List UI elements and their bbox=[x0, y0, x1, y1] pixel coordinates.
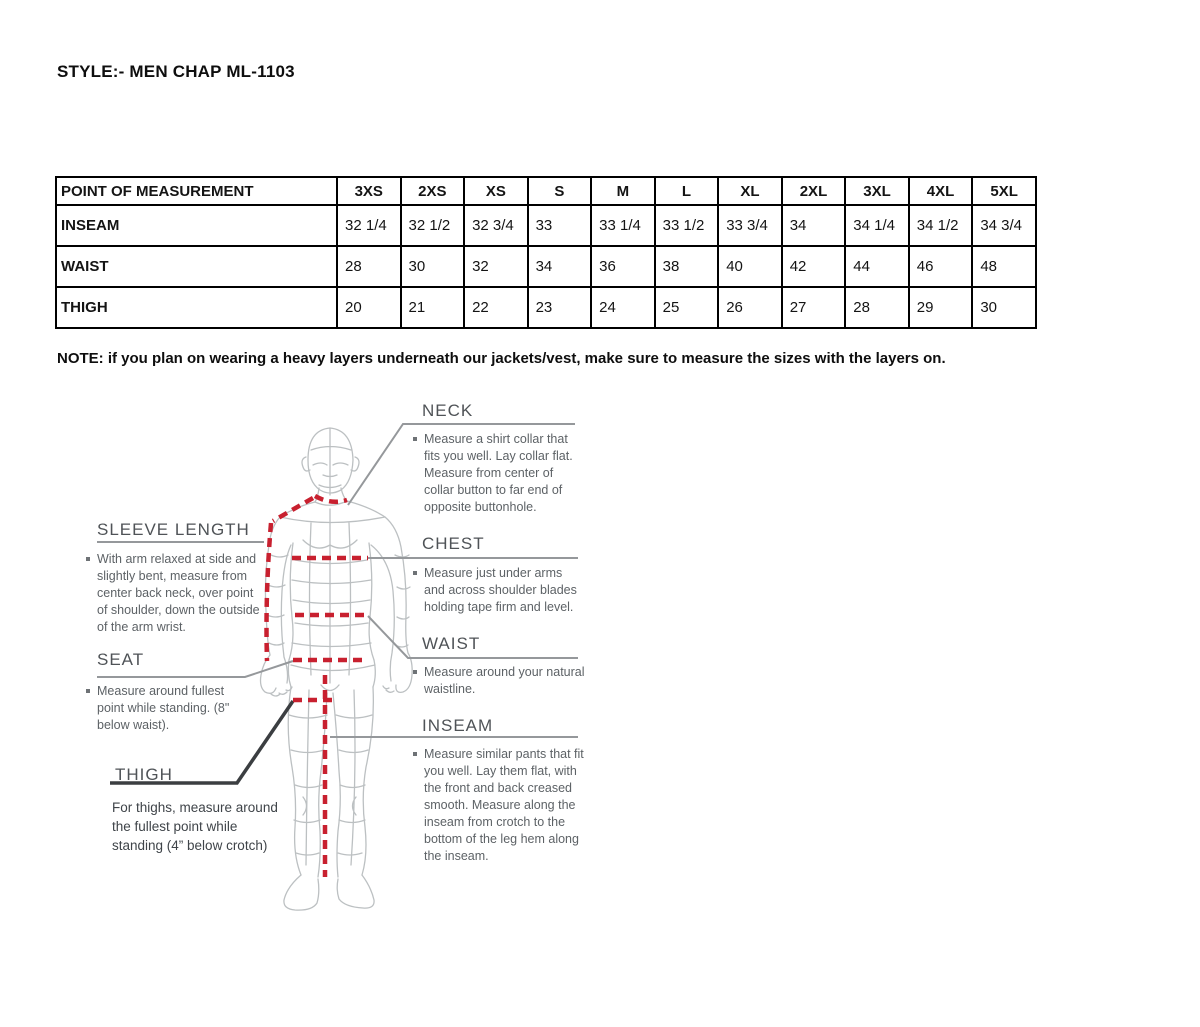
column-header: M bbox=[591, 177, 655, 205]
table-cell: 33 1/4 bbox=[591, 205, 655, 246]
section-instructions: For thighs, measure around the fullest point while standing (4” below crotch) bbox=[112, 800, 278, 853]
measurement-guide-diagram bbox=[75, 395, 650, 935]
column-header: XL bbox=[718, 177, 782, 205]
table-cell: 20 bbox=[337, 287, 401, 328]
column-header: 2XS bbox=[401, 177, 465, 205]
section-heading: WAIST bbox=[422, 634, 481, 653]
table-cell: 34 3/4 bbox=[972, 205, 1036, 246]
table-cell: 42 bbox=[782, 246, 846, 287]
table-cell: 22 bbox=[464, 287, 528, 328]
table-cell: 28 bbox=[845, 287, 909, 328]
table-cell: 34 1/2 bbox=[909, 205, 973, 246]
row-label: INSEAM bbox=[56, 205, 337, 246]
table-cell: 33 3/4 bbox=[718, 205, 782, 246]
section-instructions: Measure a shirt collar that fits you well. Lay collar flat. Measure from center of collar button to far end of opposite buttonhole. bbox=[424, 431, 582, 516]
table-cell: 34 bbox=[782, 205, 846, 246]
table-cell: 23 bbox=[528, 287, 592, 328]
table-cell: 21 bbox=[401, 287, 465, 328]
table-cell: 38 bbox=[655, 246, 719, 287]
table-cell: 26 bbox=[718, 287, 782, 328]
column-header: 5XL bbox=[972, 177, 1036, 205]
table-cell: 30 bbox=[972, 287, 1036, 328]
section-heading: SEAT bbox=[97, 650, 145, 669]
table-cell: 40 bbox=[718, 246, 782, 287]
table-cell: 28 bbox=[337, 246, 401, 287]
guide-section-inseam bbox=[422, 716, 493, 736]
column-header: 3XS bbox=[337, 177, 401, 205]
table-row bbox=[56, 287, 1036, 328]
guide-section-thigh bbox=[115, 765, 173, 785]
table-cell: 25 bbox=[655, 287, 719, 328]
table-cell: 33 1/2 bbox=[655, 205, 719, 246]
guide-section-seat bbox=[97, 650, 144, 670]
section-heading: INSEAM bbox=[422, 716, 494, 735]
column-header: 2XL bbox=[782, 177, 846, 205]
table-cell: 32 1/4 bbox=[337, 205, 401, 246]
column-header: 4XL bbox=[909, 177, 973, 205]
column-header: XS bbox=[464, 177, 528, 205]
row-label: WAIST bbox=[56, 246, 337, 287]
section-instructions: Measure around your natural waistline. bbox=[424, 665, 585, 696]
guide-section-sleeve-length bbox=[97, 520, 250, 540]
section-heading: THIGH bbox=[115, 765, 173, 784]
table-cell: 29 bbox=[909, 287, 973, 328]
table-cell: 32 3/4 bbox=[464, 205, 528, 246]
section-instructions: With arm relaxed at side and slightly bent, measure from center back neck, over point of shoulder, down the outside of the arm wrist. bbox=[97, 551, 265, 636]
table-cell: 44 bbox=[845, 246, 909, 287]
column-header: POINT OF MEASUREMENT bbox=[56, 177, 337, 205]
section-instructions: Measure just under arms and across shoulder blades holding tape firm and level. bbox=[424, 565, 586, 616]
section-heading: NECK bbox=[422, 401, 474, 420]
column-header: S bbox=[528, 177, 592, 205]
table-cell: 30 bbox=[401, 246, 465, 287]
table-cell: 32 bbox=[464, 246, 528, 287]
section-heading: SLEEVE LENGTH bbox=[97, 520, 250, 539]
table-cell: 34 1/4 bbox=[845, 205, 909, 246]
table-header-row bbox=[56, 177, 1036, 205]
section-heading: CHEST bbox=[422, 534, 485, 553]
row-label: THIGH bbox=[56, 287, 337, 328]
table-cell: 36 bbox=[591, 246, 655, 287]
table-cell: 34 bbox=[528, 246, 592, 287]
guide-section-waist bbox=[422, 634, 480, 654]
table-cell: 46 bbox=[909, 246, 973, 287]
table-cell: 24 bbox=[591, 287, 655, 328]
size-table bbox=[55, 176, 1037, 329]
table-row bbox=[56, 246, 1036, 287]
note-text: NOTE: if you plan on wearing a heavy layers underneath our jackets/vest, make sure to measure the sizes with the layers on. bbox=[57, 350, 946, 367]
table-cell: 48 bbox=[972, 246, 1036, 287]
section-instructions: Measure similar pants that fit you well. Lay them flat, with the front and back creased smooth. Measure along the inseam from crotch to the bottom of the leg hem along the inseam. bbox=[424, 746, 588, 865]
guide-section-neck bbox=[422, 401, 473, 421]
section-instructions: Measure around fullest point while standing. (8" below waist). bbox=[97, 683, 252, 734]
page-title: STYLE:- MEN CHAP ML-1103 bbox=[57, 62, 295, 81]
table-cell: 33 bbox=[528, 205, 592, 246]
table-cell: 32 1/2 bbox=[401, 205, 465, 246]
column-header: 3XL bbox=[845, 177, 909, 205]
column-header: L bbox=[655, 177, 719, 205]
guide-section-chest bbox=[422, 534, 485, 554]
table-cell: 27 bbox=[782, 287, 846, 328]
table-row bbox=[56, 205, 1036, 246]
neck-measure-line bbox=[315, 496, 347, 502]
